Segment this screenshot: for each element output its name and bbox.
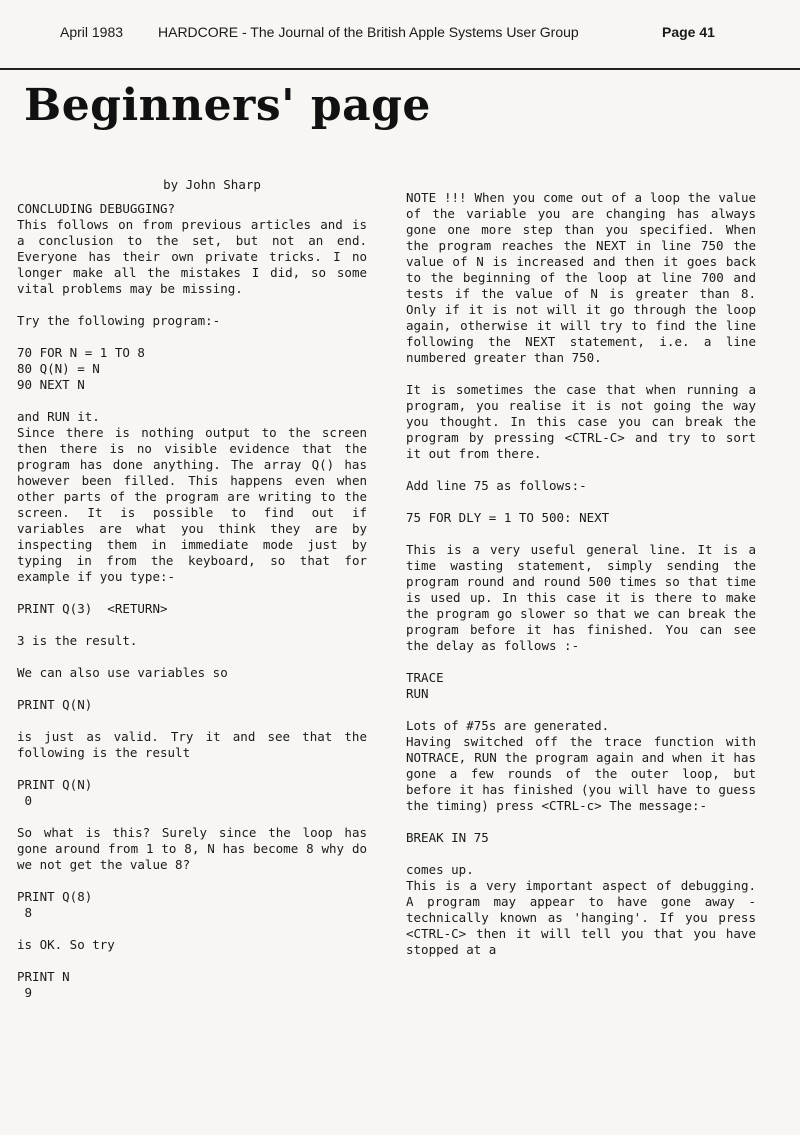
code-line: 90 NEXT N [17,377,85,392]
code-block [17,969,367,1001]
code-line: BREAK IN 75 [406,830,489,845]
code-line: PRINT Q(N) [17,777,93,792]
paragraph: This is a very useful general line. It is a time wasting statement, simply sending the program round and round 500 times so that time is used up. In this case it is there to make the program go slower so that we can break the program before it has finished. You can see the delay as follows :- [406,542,756,653]
code-block [17,889,367,921]
paragraph: So what is this? Surely since the loop has gone around from 1 to 8, N has become 8 why do we not get the value 8? [17,825,367,872]
code-line: 8 [17,905,33,920]
code-line: RUN [406,686,429,701]
paragraph: This is a very important aspect of debugging. A program may appear to have gone away - technically known as 'hanging'. If you press <CTRL-C> then it will tell you that you have stopped at a [406,878,756,957]
right-column [406,190,756,974]
paragraph: 3 is the result. [17,633,138,648]
section-heading: CONCLUDING DEBUGGING? [17,201,176,216]
paragraph: This follows on from previous articles and is a conclusion to the set, but not an end. Everyone has their own private tricks. I no longer make all the mistakes I did, so some vital problems may be missing. [17,217,367,296]
journal-title: HARDCORE - The Journal of the British Apple Systems User Group [158,24,579,40]
code-line: 75 FOR DLY = 1 TO 500: NEXT [406,510,610,525]
paragraph: It is sometimes the case that when running a program, you realise it is not going the way you thought. In this case you can break the program by pressing <CTRL-C> and try to sort it out from there. [406,382,756,461]
paragraph: Since there is nothing output to the screen then there is no visible evidence that the program has done anything. The array Q() has however been filled. This happens even when other parts of the program are writing to the screen. It is possible to find out if variables are what you think they are by inspecting them in immediate mode just by typing in from the keyboard, so that for example if you type:- [17,425,367,584]
code-line: 80 Q(N) = N [17,361,100,376]
page-title: Beginners' page [24,80,431,131]
page-number: Page 41 [662,24,715,40]
paragraph: and RUN it. [17,409,100,424]
code-line: PRINT Q(3) <RETURN> [17,601,168,616]
code-line: PRINT Q(N) [17,697,93,712]
code-line: PRINT N [17,969,70,984]
issue-date: April 1983 [60,24,124,40]
code-line: PRINT Q(8) [17,889,93,904]
code-block [17,345,367,393]
code-line: 0 [17,793,33,808]
paragraph: comes up. [406,862,474,877]
paragraph: is OK. So try [17,937,115,952]
paragraph: is just as valid. Try it and see that the following is the result [17,729,367,760]
byline: by John Sharp [163,177,261,192]
paragraph: Try the following program:- [17,313,221,328]
paragraph: We can also use variables so [17,665,228,680]
paragraph: Lots of #75s are generated. [406,718,610,733]
code-block [17,777,367,809]
left-column [17,177,367,1017]
code-line: 70 FOR N = 1 TO 8 [17,345,145,360]
paragraph: NOTE !!! When you come out of a loop the value of the variable you are changing has always gone one more step than you specified. When the program reaches the NEXT in line 750 the value of N is increased and then it goes back to the beginning of the loop at line 700 and tests if the value of N is greater than 8. Only if it is not will it go through the loop again, otherwise it will try to find the line following the NEXT statement, i.e. a line numbered greater than 750. [406,190,756,365]
header-rule [0,68,800,70]
paragraph: Having switched off the trace function with NOTRACE, RUN the program again and when it has gone a few rounds of the outer loop, but before it has finished (you will have to guess the timing) press <CTRL-c> The message:- [406,734,756,813]
code-line: TRACE [406,670,444,685]
paragraph: Add line 75 as follows:- [406,478,587,493]
code-block [406,670,756,702]
code-line: 9 [17,985,33,1000]
